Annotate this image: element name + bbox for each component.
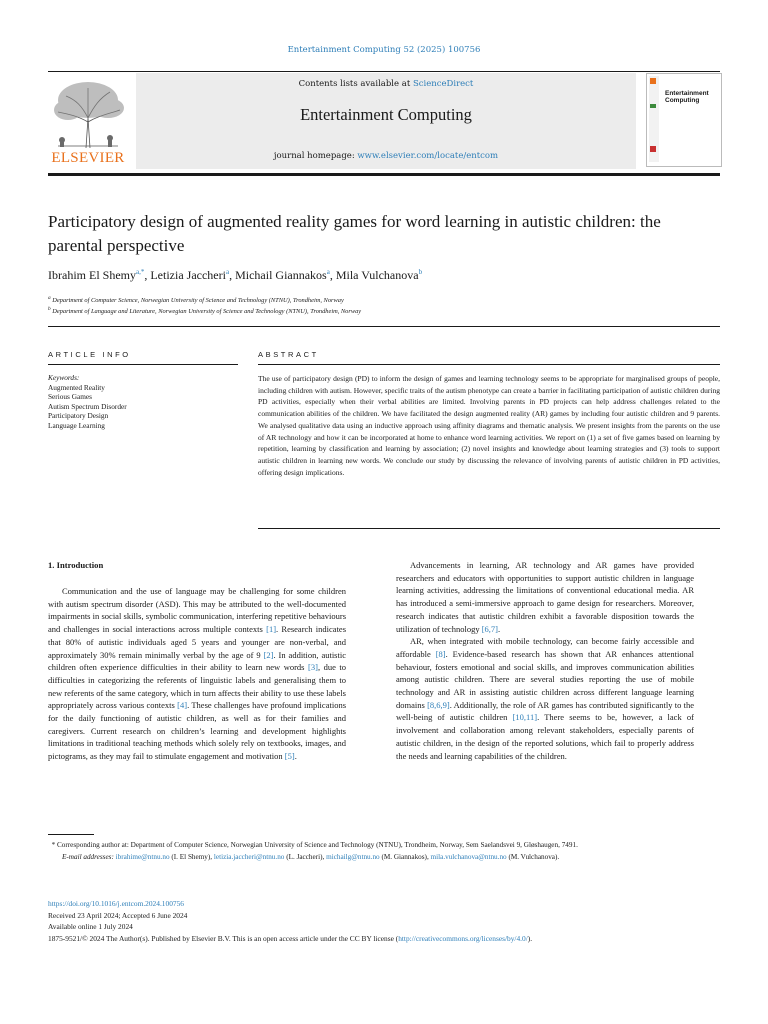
citation-link[interactable]: [3] (308, 662, 318, 673)
keyword: Participatory Design (48, 411, 109, 420)
body-right-column (396, 559, 694, 762)
homepage-prefix: journal homepage: (273, 151, 358, 161)
keyword: Augmented Reality (48, 382, 105, 392)
license-text: 1875-9521/© 2024 The Author(s). Published by Elsevier B.V. This is an open access article under the CC BY license ( (48, 933, 399, 943)
citation-link[interactable]: [4] (177, 700, 188, 711)
cover-mark-orange (650, 78, 656, 84)
body-paragraph (396, 559, 694, 635)
affiliation (48, 306, 720, 315)
abstract-rule (258, 364, 720, 365)
keyword: Serious Games (48, 392, 92, 401)
homepage-line (136, 151, 636, 161)
doi-link[interactable]: https://doi.org/10.1016/j.entcom.2024.100756 (48, 899, 184, 908)
body-text: Communication and the use of language may be challenging for some children with autism spectrum disorder (ASD). This may be attributed to the well-documented impairments in social skills, symbolic communication, interfering repetitive behaviours and challenges in social interactions across multiple contexts (48, 586, 346, 635)
body-text: Advancements in learning, AR technology and AR games have provided researchers and educators with opportunities to support autistic children in language learning activities, addressing the limitations of conventional educational media. AR has introduced a semi-immersive approach to game design for researchers. Moreover, research indicates that autistic children exhibit a favorable disposition towards the utilization of technology (396, 560, 694, 634)
footnotes (48, 840, 720, 863)
top-rule (48, 71, 720, 72)
body-paragraph (396, 635, 694, 762)
article-info-rule (48, 364, 238, 365)
contents-line (136, 79, 636, 89)
cover-title-line2: Computing (665, 97, 700, 104)
journal-name: Entertainment Computing (300, 105, 472, 124)
email-owner: (M. Giannakos), (381, 852, 429, 861)
author-affil-mark[interactable]: a (225, 268, 230, 276)
body-paragraph (48, 585, 346, 763)
abstract-end-rule (258, 528, 720, 529)
received-date: Received 23 April 2024; Accepted 6 June 2024 (48, 910, 188, 920)
affiliation-text: Department of Computer Science, Norwegian University of Science and Technology (NTNU), Trondheim, Norway (52, 297, 344, 305)
body-text: . (294, 751, 297, 762)
keyword: Language Learning (48, 420, 105, 430)
sciencedirect-link[interactable]: ScienceDirect (412, 79, 474, 89)
cover-title-line1: Entertainment (665, 90, 709, 97)
citation-link[interactable]: [10,11] (512, 712, 538, 723)
cover-title (665, 90, 709, 104)
body-text: . Additionally, the role of AR games has contributed significantly to the well-being of autistic children (396, 699, 694, 723)
author-name[interactable]: Michail Giannakos (235, 268, 327, 282)
license-line (48, 933, 728, 945)
article-title: Participatory design of augmented reality games for word learning in autistic children: the parental perspective (48, 212, 661, 255)
author-name[interactable]: Ibrahim El Shemy (48, 268, 136, 282)
citation-link[interactable]: [8] (435, 648, 446, 659)
email-label: E-mail addresses: (62, 852, 114, 861)
email-link[interactable]: mila.vulchanova@ntnu.no (430, 852, 507, 861)
author-name[interactable]: Mila Vulchanova (335, 268, 419, 282)
section-heading: 1. Introduction (48, 560, 104, 570)
license-suffix: ). (527, 933, 533, 943)
keyword: Autism Spectrum Disorder (48, 401, 127, 411)
citation-link[interactable]: [8,6,9] (427, 699, 450, 710)
elsevier-wordmark: ELSEVIER (51, 150, 125, 166)
email-link[interactable]: michailg@ntnu.no (326, 852, 380, 861)
email-addresses (48, 852, 720, 864)
email-owner-last: (M. Vulchanova). (508, 852, 560, 861)
cover-mark-red (650, 146, 656, 152)
citation-link[interactable]: [1] (266, 624, 277, 635)
tree-icon (48, 78, 128, 150)
affiliation-mark: b (48, 306, 51, 312)
author-affil-mark[interactable]: a (326, 268, 330, 276)
divider (48, 326, 720, 327)
author-list: Ibrahim El Shemy$^{a,*}$, Letizia Jaccheri$^a$, Michail Giannakos$^a$, Mila Vulchanova$^b$ (48, 268, 423, 282)
author-affil-mark[interactable]: b (418, 268, 423, 276)
body-text: , due to difficulties in categorizing the referents of linguistic labels and generalising them to new referents of the same category, which in turn affects their ability to use these labels appropriately across various contexts (48, 662, 346, 711)
citation-link[interactable]: [6,7] (481, 623, 498, 634)
contents-prefix: Contents lists available at (298, 79, 413, 89)
abstract-text: The use of participatory design (PD) to inform the design of games and learning technology seems to be appropriate for marginalised groups of people, including children with autism. However, specific traits of the autism phenotype can create a barrier in facilitating participation of autistic children during PD activities, especially when their verbal abilities are limited. Involving parents in PD projects can help address challenges related to the communication abilities of the children. We have facilitated the design augmented reality (AR) games by including four autistic children and 9 parents. We analysed qualitative data using an inductive approach using affinity diagrams and thematic analysis. We present insights from the parents on the use of AR technology and how it can be incorporated at home to enhance word learning activities. We report on (1) a set of five games based on learning by repetition, learning by classification and learning by association; (2) novel insights and knowledge about learning strategies and (3) tools to support autistic children in learning new words. We conclude our study by discussing the relevance of involving parents of autistic children in PD activities, offering design implications. (258, 374, 720, 477)
body-text: . These challenges have profound implications for the daily functioning of autistic children, as well as for their families and caregivers. Current research on children’s learning and development highlights limitations in traditional teaching methods which solely rely on textbooks, images, and pictograms, as they may fail to stimulate engagement and motivation (48, 700, 346, 762)
body-text: . There seems to be, however, a lack of involvement and collaboration among relevant stakeholders, especially parents of autistic children, in the design of the reported solutions, which fail to properly address the needs and learning capabilities of the children. (396, 712, 694, 761)
author-name[interactable]: Letizia Jaccheri (150, 268, 226, 282)
body-left-column (48, 585, 346, 763)
affiliation-text: Department of Language and Literature, Norwegian University of Science and Technology (NTNU), Trondheim, Norway (52, 308, 362, 316)
cover-mark-green (650, 104, 656, 108)
affiliation (48, 295, 720, 304)
keywords-block (48, 373, 238, 430)
footnote-rule (48, 834, 94, 835)
affiliation-mark: a (48, 295, 51, 301)
corresponding-author-text: Corresponding author at: Department of Computer Science, Norwegian University of Science and Technology (NTNU), Trondheim, Norway, Sem Saelandsvei 9, Gløshaugen, 7491. (56, 841, 578, 849)
body-text: . Research indicates that 80% of autistic individuals aged 5 years and younger are non-verbal, and approximately 30% remain minimally verbal by the age of 9 (48, 624, 347, 660)
body-text: . Evidence-based research has shown that AR enhances attentional behaviour, fosters emotional and social skills, and improves communication abilities among autistic children. There are several studies reporting the use of mobile technology and AR in assisting autistic children across different language learning domains (396, 648, 694, 710)
license-link[interactable]: http://creativecommons.org/licenses/by/4.0/ (398, 933, 528, 943)
article-meta (48, 898, 728, 944)
email-link[interactable]: letizia.jaccheri@ntnu.no (213, 852, 285, 861)
keywords-label: Keywords: (48, 373, 80, 382)
citation-link[interactable]: [2] (263, 649, 274, 660)
available-online: Available online 1 July 2024 (48, 922, 133, 931)
masthead-rule (48, 173, 720, 176)
abstract-label: ABSTRACT (258, 350, 319, 359)
citation-link[interactable]: [5] (284, 751, 295, 762)
homepage-link[interactable]: www.elsevier.com/locate/entcom (357, 151, 499, 161)
email-owner: (I. El Shemy), (171, 852, 213, 861)
email-link[interactable]: ibrahime@ntnu.no (115, 852, 170, 861)
author-affil-mark[interactable]: a,* (135, 268, 145, 276)
body-text: . In addition, autistic children often experience difficulties in their ability to learn new words (48, 649, 346, 673)
body-text: AR, when integrated with mobile technology, can become fairly accessible and affordable (396, 636, 694, 659)
journal-reference[interactable]: Entertainment Computing 52 (2025) 100756 (287, 45, 481, 55)
corresponding-author-note: * Corresponding author at: Department of Computer Science, Norwegian University of Science and Technology (NTNU), Trondheim, Norway, Sem Saelandsvei 9, Gløshaugen, 7491. (48, 841, 578, 849)
journal-cover (646, 73, 722, 167)
body-text: . (498, 623, 501, 634)
article-info-label: ARTICLE INFO (48, 350, 131, 359)
email-owner: (L. Jaccheri), (286, 852, 325, 861)
